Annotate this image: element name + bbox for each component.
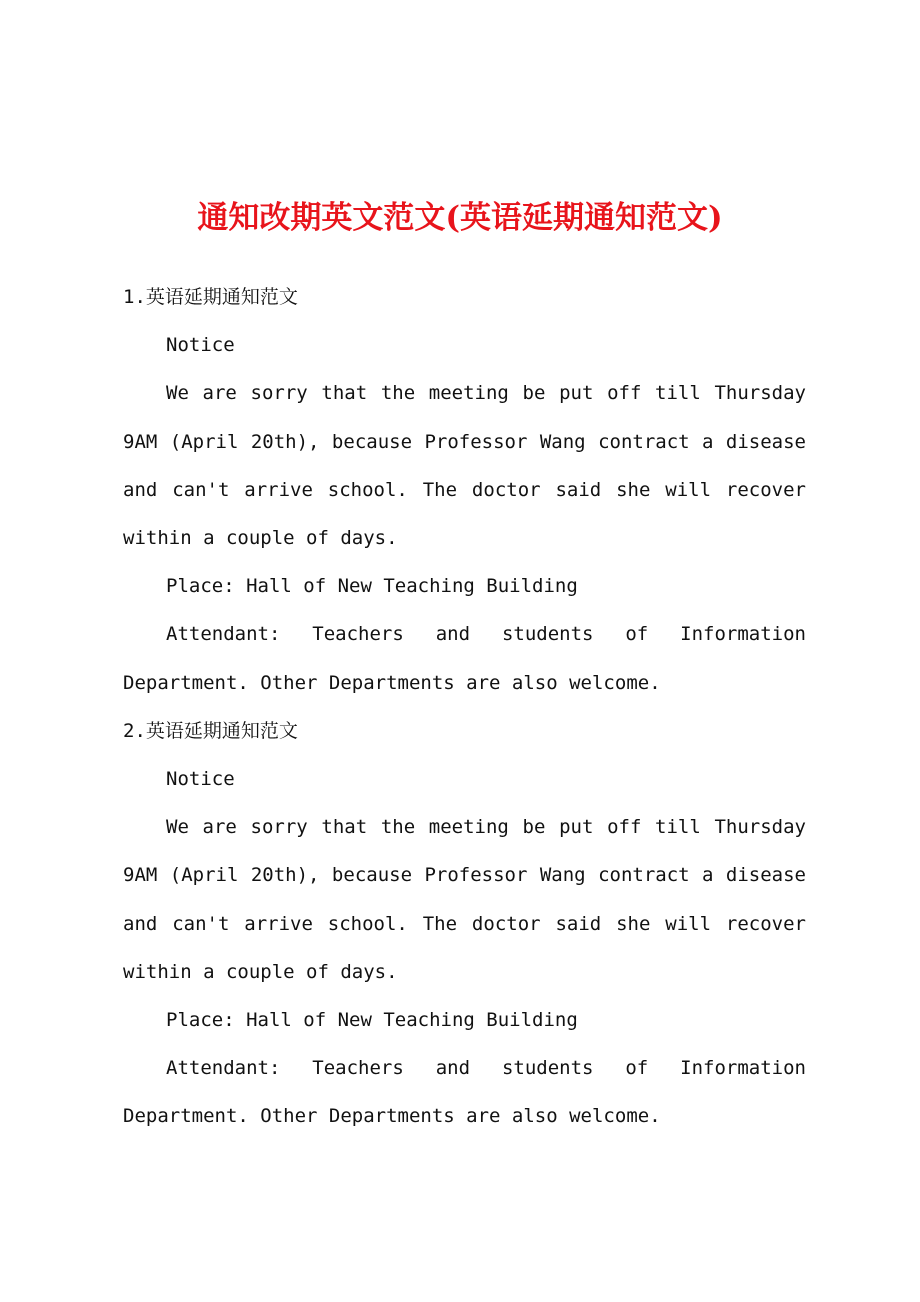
section-heading: 1.英语延期通知范文 bbox=[123, 286, 298, 308]
notice-place: Place: Hall of New Teaching Building bbox=[166, 1009, 578, 1032]
document-body bbox=[123, 273, 806, 1141]
section-heading: 2.英语延期通知范文 bbox=[123, 719, 298, 742]
notice-body: We are sorry that the meeting be put off till Thursday 9AM (April 20th), because Professor Wang contract a disease and can't arrive school. The doctor said she will recover within a couple of days. bbox=[123, 382, 806, 550]
section-2 bbox=[123, 707, 806, 1141]
section-1 bbox=[123, 273, 806, 707]
notice-place: Place: Hall of New Teaching Building bbox=[166, 575, 578, 598]
notice-label: Notice bbox=[166, 334, 235, 357]
notice-label: Notice bbox=[166, 768, 235, 791]
notice-attendant: Attendant: Teachers and students of Information Department. Other Departments are also welcome. bbox=[123, 623, 806, 694]
notice-attendant: Attendant: Teachers and students of Information Department. Other Departments are also welcome. bbox=[123, 1057, 806, 1128]
document-title: 通知改期英文范文(英语延期通知范文) bbox=[197, 200, 723, 236]
notice-body: We are sorry that the meeting be put off till Thursday 9AM (April 20th), because Professor Wang contract a disease and can't arrive school. The doctor said she will recover within a couple of days. bbox=[123, 816, 806, 983]
